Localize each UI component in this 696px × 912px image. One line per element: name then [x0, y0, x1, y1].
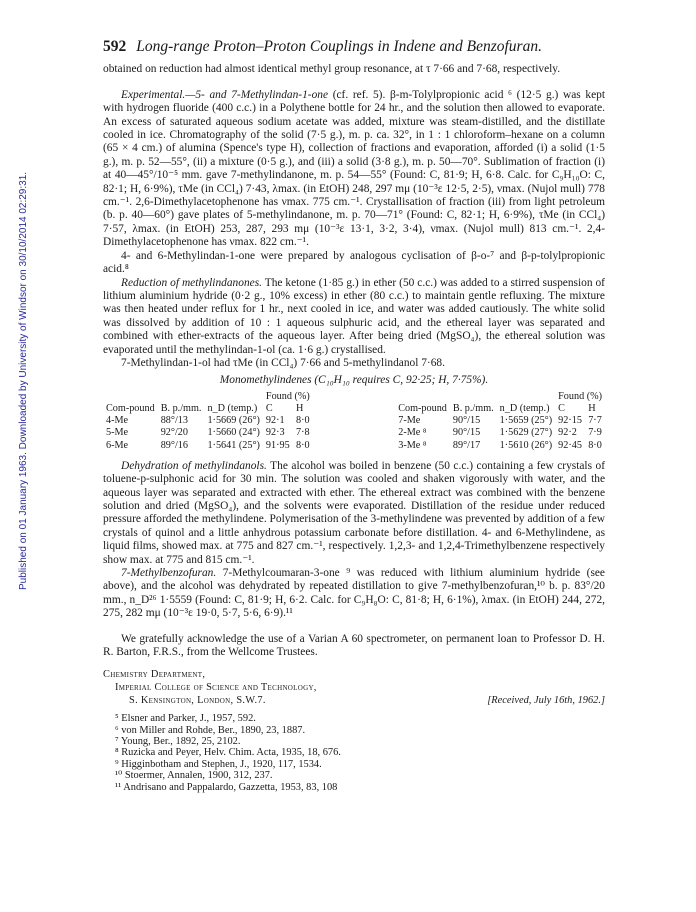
cell: 7·9 [588, 427, 602, 439]
reference-item: ⁹ Higginbotham and Stephen, J., 1920, 117, 1534. [115, 758, 322, 770]
address-department: Chemistry Department, [103, 669, 206, 681]
cell: 90°/15 [452, 415, 481, 427]
table-row [103, 427, 313, 439]
table-row [103, 440, 313, 452]
cell: 1·5629 (27°) [499, 427, 553, 439]
paragraph-acknowledgement: We gratefully acknowledge the use of a Varian A 60 spectrometer, on permanent loan to Professor D. H. R. Barton, F.R.S., from the Wellcome Trustees. [103, 632, 605, 659]
download-note: Published on 01 January 1963. Downloaded by University of Windsor on 30/10/2014 02:29:31. [18, 171, 29, 590]
cell: 89°/17 [452, 439, 481, 451]
received-date: [Received, July 16th, 1962.] [487, 694, 605, 706]
found-header: Found (%) [265, 390, 310, 402]
table-row [395, 427, 605, 439]
reference-item: ¹⁰ Stoermer, Annalen, 1900, 312, 237. [115, 770, 273, 782]
cell: 8·0 [295, 415, 310, 427]
cell: 92·2 [558, 427, 577, 439]
experimental-body: (cf. ref. 5). β-m-Tolylpropionic acid ⁶ (12·5 g.) was kept with hydrogen fluoride (400 c.c.) in a Polythene bottle for 24 hr., and the solution then allowed to evaporate. An excess of saturated aqueous sodium acetate was added, mixture was steam-distilled, and the distillate cooled in ice. Chromatography of the solid (7·5 g.), m. p. ca. 32°, in 1 : 1 chloroform–hexane on a column (65 × 4 cm.) of alumina (Spence's type H), collection of fractions and evaporation, afforded (i) a solid (1·5 g.), m. p. 52—55°, (ii) a mixture (0·5 g.), and (iii) a solid (3·8 g.), m. p. 50—70°. Sublimation of fraction (i) at 40—45°/10⁻⁵ mm. gave 7-methylindanone, m. p. 54—55° (Found: C, 81·9; H, 6·8. Calc. for C₉H₁₀O: C, 82·1; H, 6·9%), τMe (in CCl₄) 7·43, λmax. (in EtOH) 248, 297 mμ (10⁻³ε 12·5, 2·5), νmax. (Nujol mull) 778 cm.⁻¹. 2,6-Dimethylacetophenone has νmax. 775 cm.⁻¹. Crystallisation of fraction (iii) from light petroleum (b. p. 40—60°) gave plates of 5-methylindanone, m. p. 70—71° (Found: C, 82·1; H, 6·9%), τMe (in CCl₄) 7·57, λmax. (in EtOH) 253, 287, 293 mμ (10⁻³ε 13·1, 3·2, 3·4), νmax. (Nujol mull) 813 cm.⁻¹. 2,4-Dimethylacetophenone has νmax. 822 cm.⁻¹. [103, 88, 605, 249]
table-row [103, 415, 313, 427]
column-header: C [558, 402, 565, 414]
paragraph-dehydration [103, 460, 605, 567]
download-watermark [6, 150, 29, 590]
cell: 7·8 [295, 427, 310, 439]
experimental-heading: Experimental.—5- and 7-Methylindan-1-one [121, 88, 329, 101]
reference-list [103, 713, 605, 793]
cell: 92·1 [265, 415, 285, 427]
reference-item: ⁸ Ruzicka and Peyer, Helv. Chim. Acta, 1935, 18, 676. [115, 747, 341, 759]
cell: 5-Me [106, 427, 129, 439]
cell: 4-Me [106, 415, 129, 427]
dehydration-body: The alcohol was boiled in benzene (50 c.c.) containing a few crystals of toluene-p-sulphonic acid for 30 min. The solution was cooled and shaken vigorously with water, and the aqueous layer was separated and extracted with ether. The ethereal extract was combined with the benzene solution and dried (MgSO₄), and the solvents were evaporated. Distillation of the residue under reduced pressure afforded the methylindene. Polymerisation of the 3-methylindene was prevented by addition of a few crystals of quinol and a little anhydrous potassium carbonate before distillation. 4- and 6-Methylindene, as liquid films, showed max. at 775 and 827 cm.⁻¹, respectively. 1,2,3- and 1,2,4-Trimethylbenzene respectively show max. at 775 and 815 cm.⁻¹. [103, 459, 605, 566]
column-header: H [295, 402, 304, 414]
cell: 92·3 [265, 427, 285, 439]
cell: 3-Me ⁸ [398, 439, 427, 451]
reference-item: ⁵ Elsner and Parker, J., 1957, 592. [115, 713, 256, 725]
column-header: n_D (temp.) [207, 402, 258, 414]
cell: 7-Me [398, 415, 421, 427]
cell: 6-Me [106, 439, 129, 451]
page-number: 592 [103, 38, 127, 55]
author-address [103, 669, 605, 707]
column-header: B. p./mm. [452, 402, 494, 414]
table-left [103, 391, 313, 452]
paragraph-benzofuran [103, 567, 605, 621]
paragraph-continued: obtained on reduction had almost identical methyl group resonance, at τ 7·66 and 7·68, respectively. [103, 63, 561, 76]
paragraph-indanol-shifts: 7-Methylindan-1-ol had τMe (in CCl₄) 7·66 and 5-methylindanol 7·68. [121, 356, 445, 369]
reduction-body: The ketone (1·85 g.) in ether (50 c.c.) was added to a stirred suspension of lithium aluminium hydride (0·2 g., 10% excess) in ether (80 c.c.) to maintain gentle refluxing. The mixture was then heated under reflux for 1 hr., next cooled in ice, and water was added cautiously. The white solid was dissolved by addition of 10 : 1 aqueous sulphuric acid, and the ethereal layer was separated and combined with ether-extracts of the aqueous layer. After being dried (MgSO₄), the ethereal solution was evaporated until the methylindan-1-ol (ca. 1·6 g.) crystallised. [103, 276, 605, 356]
cell: 1·5669 (26°) [207, 415, 260, 427]
table-caption: Monomethylindenes (C₁₀H₁₀ requires C, 92·25; H, 7·75%). [219, 374, 489, 387]
reference-item: ¹¹ Andrisano and Pappalardo, Gazzetta, 1953, 83, 108 [115, 781, 338, 793]
reference-item: ⁶ von Miller and Rohde, Ber., 1890, 23, 1887. [115, 724, 306, 736]
benzofuran-body: 7-Methylcoumaran-3-one ⁹ was reduced with lithium aluminium hydride (see above), and the alcohol was dehydrated by repeated distillation to give 7-methylbenzofuran,¹⁰ b. p. 83°/20 mm., n_D²⁶ 1·5559 (Found: C, 81·9; H, 6·2. Calc. for C₉H₈O: C, 81·8; H, 6·1%), λmax. (in EtOH) 244, 272, 275, 282 mμ (10⁻³ε 19·0, 5·7, 5·6, 6·9).¹¹ [103, 567, 605, 620]
cell: 1·5659 (25°) [499, 415, 553, 427]
cell: 88°/13 [160, 415, 188, 427]
reduction-heading: Reduction of methylindanones. [121, 276, 262, 289]
paragraph-reduction [103, 277, 605, 357]
found-header: Found (%) [558, 390, 602, 402]
reference-item: ⁷ Young, Ber., 1892, 25, 2102. [115, 736, 241, 748]
table-row [395, 415, 605, 427]
running-title: Long-range Proton–Proton Couplings in Indene and Benzofuran. [136, 38, 542, 55]
address-city: S. Kensington, London, S.W.7. [129, 694, 266, 706]
column-header: H [588, 402, 596, 414]
table-right [395, 391, 605, 452]
column-header: Com-pound [398, 402, 447, 414]
address-college: Imperial College of Science and Technology, [115, 682, 317, 694]
cell: 7·7 [588, 415, 602, 427]
cell: 1·5660 (24°) [207, 427, 260, 439]
column-header: C [265, 402, 273, 414]
journal-page [103, 40, 605, 793]
table-row [395, 440, 605, 452]
column-header: n_D (temp.) [499, 402, 550, 414]
cell: 1·5641 (25°) [207, 439, 260, 451]
cell: 89°/16 [160, 439, 188, 451]
cell: 1·5610 (26°) [499, 439, 553, 451]
cell: 92·45 [558, 439, 582, 451]
column-header: Com-pound [106, 402, 155, 414]
cell: 8·0 [295, 439, 310, 451]
cell: 91·95 [265, 439, 290, 451]
running-header [103, 40, 605, 53]
paragraph-other-indanones: 4- and 6-Methylindan-1-one were prepared by analogous cyclisation of β-o-⁷ and β-p-tolylpropionic acid.⁸ [103, 249, 605, 276]
paragraph-experimental [103, 89, 605, 250]
dehydration-heading: Dehydration of methylindanols. [121, 459, 267, 472]
cell: 92·15 [558, 415, 582, 427]
cell: 8·0 [588, 439, 602, 451]
cell: 90°/15 [452, 427, 481, 439]
column-header: B. p./mm. [160, 402, 202, 414]
data-table [103, 391, 605, 452]
benzofuran-heading: 7-Methylbenzofuran. [121, 567, 217, 580]
cell: 92°/20 [160, 427, 188, 439]
cell: 2-Me ⁸ [398, 427, 427, 439]
